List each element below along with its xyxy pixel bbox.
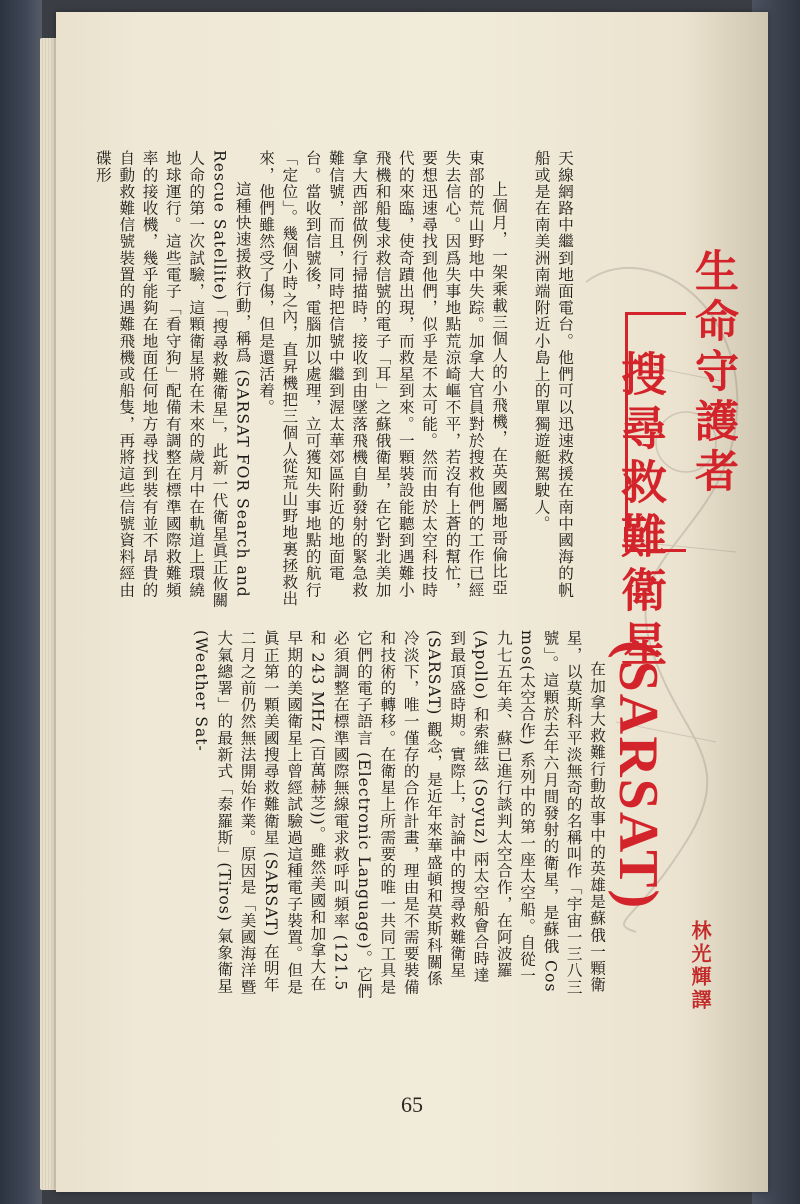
paragraph-3: 在加拿大救難行動故事中的英雄是蘇俄一顆衛星，以莫斯科平淡無奇的名稱叫作「宇宙一三八三號」。這顆於去年六月間發射的衛星，是蘇俄 Cosmos(太空合作) 系列中的第一座太空船。自從一九七五年美、蘇已進行談判太空合作，在阿波羅 (Apollo) 和索維茲 (Soyuz) 兩太空船會合時達到最頂盛時期。實際上，討論中的搜尋救難衛星 (SARSAT) 觀念，是近年來華盛頓和莫斯科關係冷淡下，唯一僅存的合作計畫，理由是不需要裝備和技術的轉移。在衛星上所需要的唯一共同工具是它們的電子語言 (Electronic Language)。它們必須調整在標準國際無線電求救呼叫頻率 (121.5 和 243 MHz (百萬赫芝))。雖然美國和加拿大在早期的美國衛星上曾經試驗過這種電子裝置。但是眞正第一顆美國搜尋救難衛星 (SARSAT) 在明年二月之前仍然無法開始作業。原因是「美國海洋暨大氣總署」的最新式「泰羅斯」(Tiros) 氣象衛星 (Weather Sat- bbox=[191, 630, 606, 1000]
book-cover-left bbox=[0, 0, 42, 1204]
translator-credit: 林光輝譯 bbox=[688, 920, 712, 1012]
page-number: 65 bbox=[401, 1092, 423, 1117]
body-column-bottom bbox=[78, 630, 608, 1000]
intro-continuation: 天線網路中繼到地面電台。他們可以迅速救援在南中國海的帆船或是在南美洲南端附近小島上的單獨遊艇駕駛人。 bbox=[532, 150, 574, 599]
article-subtitle: 搜尋救難衛星 bbox=[614, 350, 668, 674]
article-title: 生命守護者 bbox=[687, 248, 738, 498]
article-title-english: (SARSAT) bbox=[607, 640, 669, 911]
body-column-top bbox=[78, 150, 510, 610]
paragraph-2: 這種快速援救行動，稱爲 (SARSAT FOR Search and Rescue Satellite)「搜尋救難衛星」，此新一代衛星眞正攸關人命的第一次試驗，這顆衛星將在未來的歲月中在軌道上環繞地球運行。這些電子「看守狗」配備有調整在標準國際救難頻率的接收機，幾乎能夠在地面任何地方尋找到裝有並不昂貴的自動救難信號裝置的遇難飛機或船隻，再將這些信號資料經由碟形 bbox=[93, 150, 252, 609]
paragraph-1: 上個月，一架乘載三個人的小飛機，在英國屬地哥倫比亞東部的荒山野地中失踪。加拿大官員對於搜救他們的工作已經失去信心。因爲失事地點荒涼崎嶇不平，若沒有上蒼的幫忙，要想迅速尋找到他們，似乎是不太可能。然而由於太空科技時代的來臨，使奇蹟出現，而救星到來。一顆裝設能聽到遇難小飛機和船隻求救信號的電子「耳」之蘇俄衛星，在它對北美加拿大西部做例行掃描時，接收到由墜落飛機自動發射的緊急救難信號，而且，同時把信號中繼到渥太華郊區附近的地面電台。當收到信號後，電腦加以處理，立可獲知失事地點的航行「定位」。幾個小時之內，直昇機把三個人從荒山野地裏拯救出來，他們雖然受了傷，但是還活着。 bbox=[257, 150, 508, 607]
